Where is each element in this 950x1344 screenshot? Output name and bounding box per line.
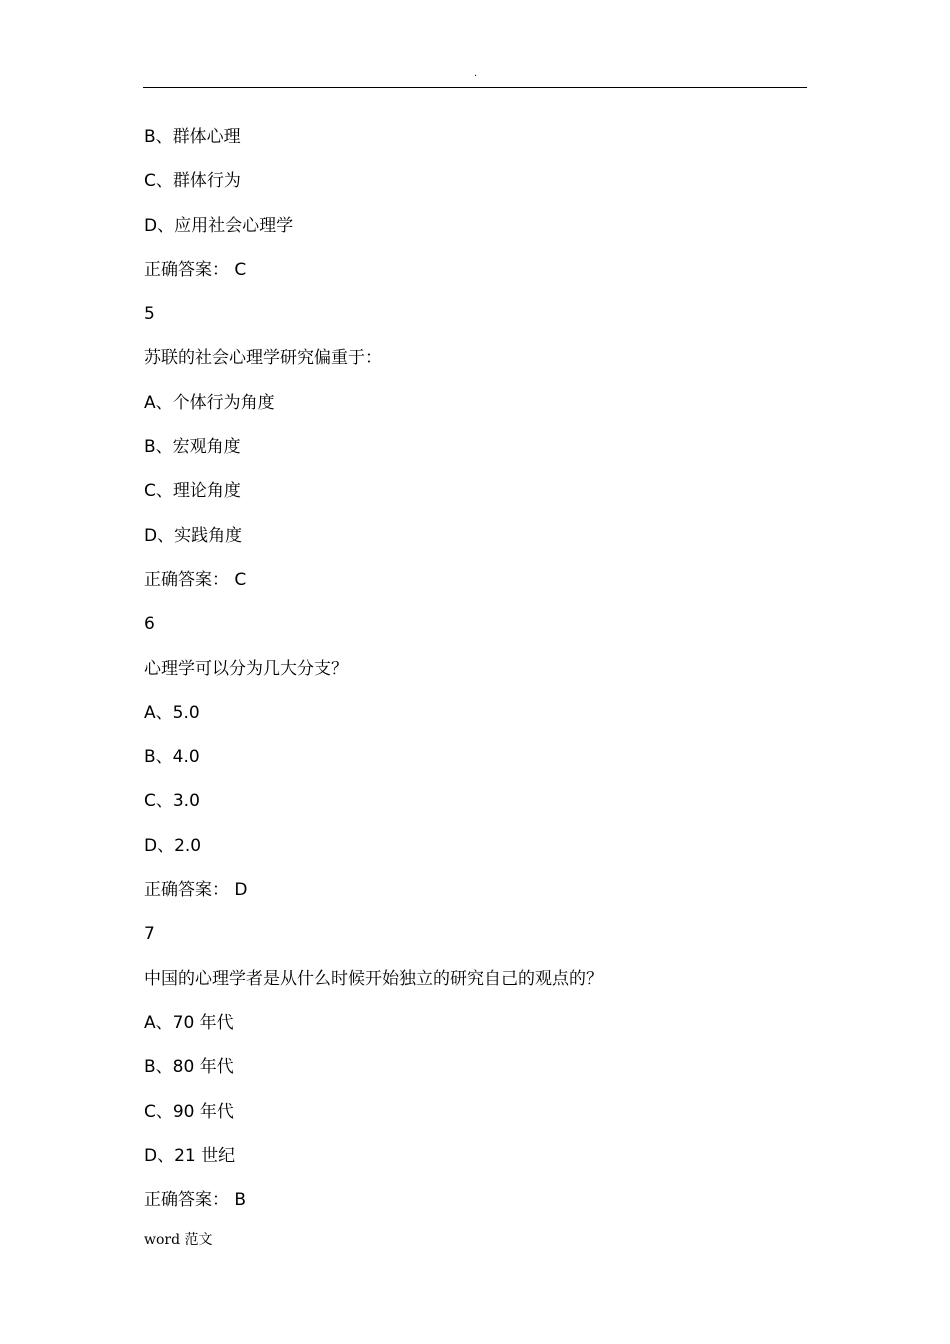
question-text: 心理学可以分为几大分支？: [144, 658, 348, 679]
option-b: B、80 年代: [144, 1057, 234, 1078]
footer-text: word 范文: [144, 1232, 213, 1248]
option-c: C、理论角度: [144, 481, 241, 502]
header-mark: .: [474, 68, 478, 79]
correct-answer: 正确答案： C: [144, 569, 247, 590]
header-rule: [143, 87, 807, 88]
question-text: 中国的心理学者是从什么时候开始独立的研究自己的观点的？: [144, 968, 603, 989]
option-c: C、90 年代: [144, 1101, 234, 1122]
option-b: B、群体心理: [144, 127, 241, 147]
question-number: 7: [144, 924, 155, 945]
question-number: 5: [144, 304, 155, 325]
option-d: D、2.0: [144, 835, 202, 856]
option-b: B、宏观角度: [144, 437, 241, 458]
option-a: A、个体行为角度: [144, 392, 275, 413]
option-d: D、应用社会心理学: [144, 215, 294, 236]
correct-answer: 正确答案： D: [144, 880, 248, 901]
option-c: C、群体行为: [144, 171, 241, 192]
question-text: 苏联的社会心理学研究偏重于：: [144, 348, 382, 369]
option-a: A、70 年代: [144, 1012, 234, 1033]
option-d: D、21 世纪: [144, 1145, 236, 1166]
option-a: A、5.0: [144, 702, 200, 723]
correct-answer: 正确答案： C: [144, 259, 247, 280]
option-b: B、4.0: [144, 747, 200, 768]
document-body: [144, 122, 804, 1229]
question-number: 6: [144, 614, 155, 635]
correct-answer: 正确答案： B: [144, 1190, 247, 1211]
option-d: D、实践角度: [144, 525, 243, 546]
option-c: C、3.0: [144, 791, 200, 812]
